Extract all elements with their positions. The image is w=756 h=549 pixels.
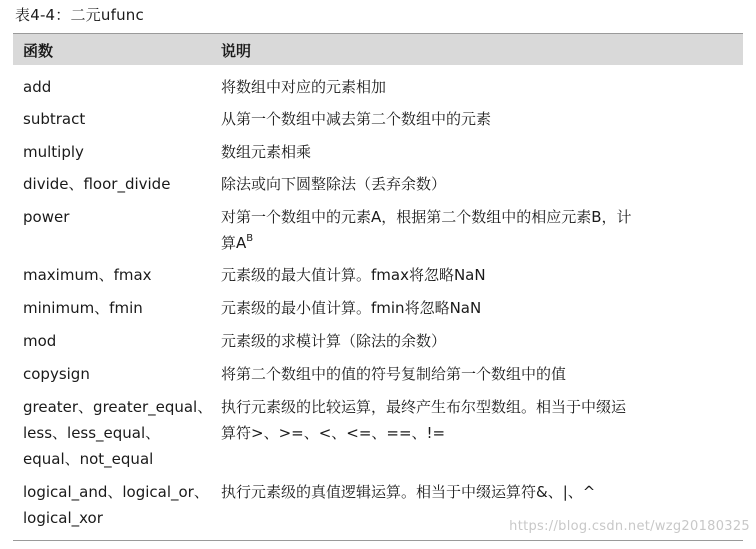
row-description: 从第一个数组中减去第二个数组中的元素 xyxy=(221,110,492,128)
row-function: power xyxy=(23,208,70,226)
row-description: 数组元素相乘 xyxy=(221,143,312,161)
row-description: 将第二个数组中的值的符号复制给第一个数组中的值 xyxy=(221,365,567,383)
bottom-rule xyxy=(13,540,743,541)
row-description: 执行元素级的比较运算，最终产生布尔型数组。相当于中缀运 算符>、>=、<、<=、==、!= xyxy=(221,398,627,442)
row-function: multiply xyxy=(23,143,84,161)
row-description: 除法或向下圆整除法（丢弃余数） xyxy=(221,175,447,193)
row-function: copysign xyxy=(23,365,90,383)
row-function: minimum、fmin xyxy=(23,299,143,317)
row-function: divide、floor_divide xyxy=(23,175,171,193)
row-description: 元素级的最大值计算。fmax将忽略NaN xyxy=(221,266,486,284)
table-caption: 表4-4：二元ufunc xyxy=(15,6,144,24)
row-function: subtract xyxy=(23,110,86,128)
row-description: 执行元素级的真值逻辑运算。相当于中缀运算符&、|、^ xyxy=(221,483,596,501)
row-description: 元素级的求模计算（除法的余数） xyxy=(221,332,447,350)
power-description-text: 对第一个数组中的元素A，根据第二个数组中的相应元素B，计 算A xyxy=(221,208,632,252)
row-function: logical_and、logical_or、 logical_xor xyxy=(23,483,209,527)
header-description: 说明 xyxy=(221,42,252,60)
row-function: add xyxy=(23,78,52,96)
header-function: 函数 xyxy=(23,42,54,60)
superscript-b: B xyxy=(246,233,254,244)
row-description: 将数组中对应的元素相加 xyxy=(221,78,387,96)
watermark: https://blog.csdn.net/wzg20180325 xyxy=(509,519,750,534)
table-header xyxy=(13,33,743,65)
row-description xyxy=(221,204,741,256)
row-function: greater、greater_equal、 less、less_equal、 equal、not_equal xyxy=(23,398,213,468)
row-function: mod xyxy=(23,332,57,350)
row-description: 元素级的最小值计算。fmin将忽略NaN xyxy=(221,299,482,317)
row-function: maximum、fmax xyxy=(23,266,152,284)
